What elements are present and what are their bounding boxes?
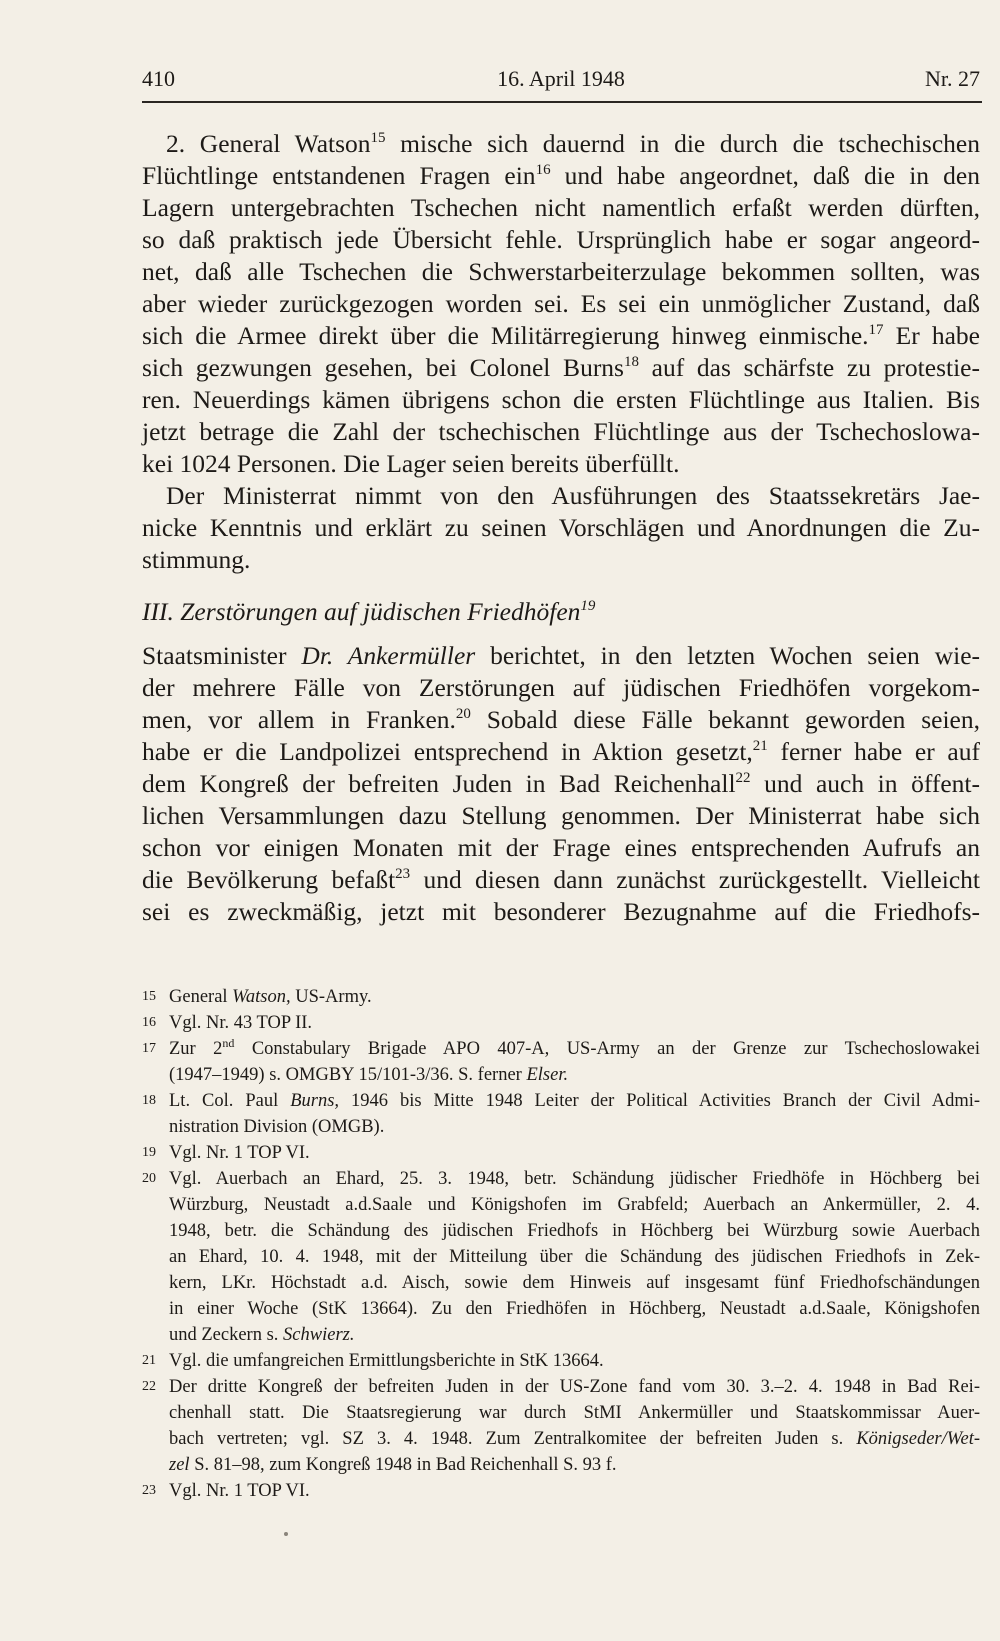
section-heading: III. Zerstörungen auf jüdischen Friedhöfen$^{19}$ — [142, 597, 596, 626]
paragraph-ankermueller — [142, 640, 980, 928]
footnote — [142, 1140, 980, 1166]
footnote — [142, 1348, 980, 1374]
paper-speck — [284, 1532, 288, 1536]
footnote-number: 21 — [142, 1353, 156, 1368]
text-line: nicke Kenntnis und erklärt zu seinen Vorschlägen und Anordnungen die Zu- — [142, 513, 980, 542]
text-line: Flüchtlinge entstandenen Fragen ein$^{16}$ und habe angeordnet, daß die in den — [142, 161, 980, 190]
footnote-line: nistration Division (OMGB). — [169, 1117, 385, 1137]
footnote-line: Vgl. die umfangreichen Ermittlungsberichte in StK 13664. — [169, 1351, 604, 1371]
speaker-name: Dr. Ankermüller — [301, 641, 476, 670]
footnote-ref: 22 — [735, 770, 751, 786]
footnote-number: 18 — [142, 1093, 156, 1108]
footnote-line: Vgl. Auerbach an Ehard, 25. 3. 1948, betr. Schändung jüdischer Friedhöfe in Höchberg bei — [169, 1169, 980, 1189]
paragraph-watson — [142, 128, 980, 480]
footnotes — [142, 984, 980, 1504]
footnote-line: zel S. 81–98, zum Kongreß 1948 in Bad Reichenhall S. 93 f. — [169, 1455, 617, 1475]
running-header — [142, 66, 980, 96]
footnote-line: General Watson, US-Army. — [169, 987, 372, 1007]
footnote-line: 1948, betr. die Schändung des jüdischen Friedhofs in Höchberg bei Würzburg sowie Auerbach — [169, 1221, 980, 1241]
text-line: kei 1024 Personen. Die Lager seien bereits überfüllt. — [142, 449, 680, 478]
footnote — [142, 1088, 980, 1140]
footnote-number: 16 — [142, 1015, 156, 1030]
header-rule — [142, 101, 982, 103]
paragraph-ministerrat — [142, 480, 980, 576]
text-line: lichen Versammlungen dazu Stellung genommen. Der Ministerrat habe sich — [142, 801, 980, 830]
footnote-line: in einer Woche (StK 13664). Zu den Friedhöfen in Höchberg, Neustadt a.d.Saale, Königshofen — [169, 1299, 980, 1319]
footnote — [142, 1036, 980, 1088]
footnote-line: Vgl. Nr. 43 TOP II. — [169, 1013, 313, 1033]
footnote-line: Der dritte Kongreß der befreiten Juden in der US-Zone fand vom 30. 3.–2. 4. 1948 in Bad Rei- — [169, 1377, 980, 1397]
footnote-ref: 17 — [868, 322, 884, 338]
footnote-line: bach vertreten; vgl. SZ 3. 4. 1948. Zum Zentralkomitee der befreiten Juden s. Königseder/Wet- — [169, 1429, 980, 1449]
footnote-line: (1947–1949) s. OMGBY 15/101-3/36. S. ferner Elser. — [169, 1065, 569, 1085]
footnote-number: 22 — [142, 1379, 156, 1394]
footnote-ref: 20 — [455, 706, 471, 722]
footnote-number: 23 — [142, 1483, 156, 1498]
header-date: 16. April 1948 — [497, 66, 625, 91]
text-line: jetzt betrage die Zahl der tschechischen Flüchtlinge aus der Tschechoslowa- — [142, 417, 980, 446]
footnote — [142, 1478, 980, 1504]
text-line: aber wieder zurückgezogen worden sei. Es sei ein unmöglicher Zustand, daß — [142, 289, 980, 318]
footnote — [142, 984, 980, 1010]
footnote-number: 19 — [142, 1145, 156, 1160]
footnote-line: Würzburg, Neustadt a.d.Saale und Königshofen im Grabfeld; Auerbach an Ankermüller, 2. 4. — [169, 1195, 980, 1215]
footnote-number: 17 — [142, 1041, 156, 1056]
text-line: sei es zweckmäßig, jetzt mit besonderer Bezugnahme auf die Friedhofs- — [142, 897, 980, 926]
footnote — [142, 1166, 980, 1348]
footnote-ref: 18 — [623, 354, 639, 370]
footnote-ref: 16 — [535, 162, 551, 178]
footnote-line: und Zeckern s. Schwierz. — [169, 1325, 355, 1345]
text-line: men, vor allem in Franken.$^{20}$ Sobald diese Fälle bekannt geworden seien, — [142, 705, 980, 734]
text-line: Staatsminister Dr. Ankermüller berichtet, in den letzten Wochen seien wie- — [142, 641, 981, 670]
text-line: 2. General Watson$^{15}$ mische sich dauernd in die durch die tschechischen — [166, 129, 980, 158]
footnote-number: 20 — [142, 1171, 156, 1186]
text-line: sich die Armee direkt über die Militärregierung hinweg einmische.$^{17}$ Er habe — [142, 321, 980, 350]
footnote-ref: 19 — [580, 598, 596, 614]
text-line: der mehrere Fälle von Zerstörungen auf jüdischen Friedhöfen vorgekom- — [142, 673, 980, 702]
footnote-line: Zur 2nd Constabulary Brigade APO 407-A, US-Army an der Grenze zur Tschechoslowakei — [169, 1036, 980, 1059]
text-line: dem Kongreß der befreiten Juden in Bad Reichenhall$^{22}$ und auch in öffent- — [142, 769, 981, 798]
text-line: Der Ministerrat nimmt von den Ausführungen des Staatssekretärs Jae- — [166, 481, 980, 510]
footnote-line: chenhall statt. Die Staatsregierung war durch StMI Ankermüller und Staatskommissar Auer- — [169, 1403, 980, 1423]
text-line: habe er die Landpolizei entsprechend in Aktion gesetzt,$^{21}$ ferner habe er auf — [142, 737, 980, 766]
text-line: stimmung. — [142, 545, 251, 574]
page-number: 410 — [142, 66, 175, 91]
footnote-ref: 21 — [752, 738, 768, 754]
text-line: schon vor einigen Monaten mit der Frage eines entsprechenden Aufrufs an — [142, 833, 980, 862]
text-line: sich gezwungen gesehen, bei Colonel Burns$^{18}$ auf das schärfste zu protestie- — [142, 353, 980, 382]
footnote-line: Lt. Col. Paul Burns, 1946 bis Mitte 1948 Leiter der Political Activities Branch der Civil Admi- — [169, 1091, 981, 1111]
footnote-line: kern, LKr. Höchstadt a.d. Aisch, sowie dem Hinweis auf insgesamt fünf Friedhofschändungen — [169, 1273, 980, 1293]
text-line: so daß praktisch jede Übersicht fehle. Ursprünglich habe er sogar angeord- — [142, 225, 980, 254]
body-text — [142, 128, 980, 928]
text-line: Lagern untergebrachten Tschechen nicht namentlich erfaßt werden dürften, — [142, 193, 980, 222]
footnote — [142, 1374, 980, 1478]
footnote-ref: 23 — [395, 866, 411, 882]
document-number: Nr. 27 — [925, 66, 980, 91]
footnote-line: Vgl. Nr. 1 TOP VI. — [169, 1481, 310, 1501]
footnote — [142, 1010, 980, 1036]
footnote-line: an Ehard, 10. 4. 1948, mit der Mitteilung über die Schändung des jüdischen Friedhofs in Zek- — [169, 1247, 980, 1267]
footnote-ref: 15 — [370, 130, 386, 146]
text-line: net, daß alle Tschechen die Schwerstarbeiterzulage bekommen sollten, was — [142, 257, 980, 286]
footnote-line: Vgl. Nr. 1 TOP VI. — [169, 1143, 310, 1163]
text-line: die Bevölkerung befaßt$^{23}$ und diesen dann zunächst zurückgestellt. Vielleicht — [142, 865, 980, 894]
text-line: ren. Neuerdings kämen übrigens schon die ersten Flüchtlinge aus Italien. Bis — [142, 385, 980, 414]
footnote-number: 15 — [142, 989, 156, 1004]
